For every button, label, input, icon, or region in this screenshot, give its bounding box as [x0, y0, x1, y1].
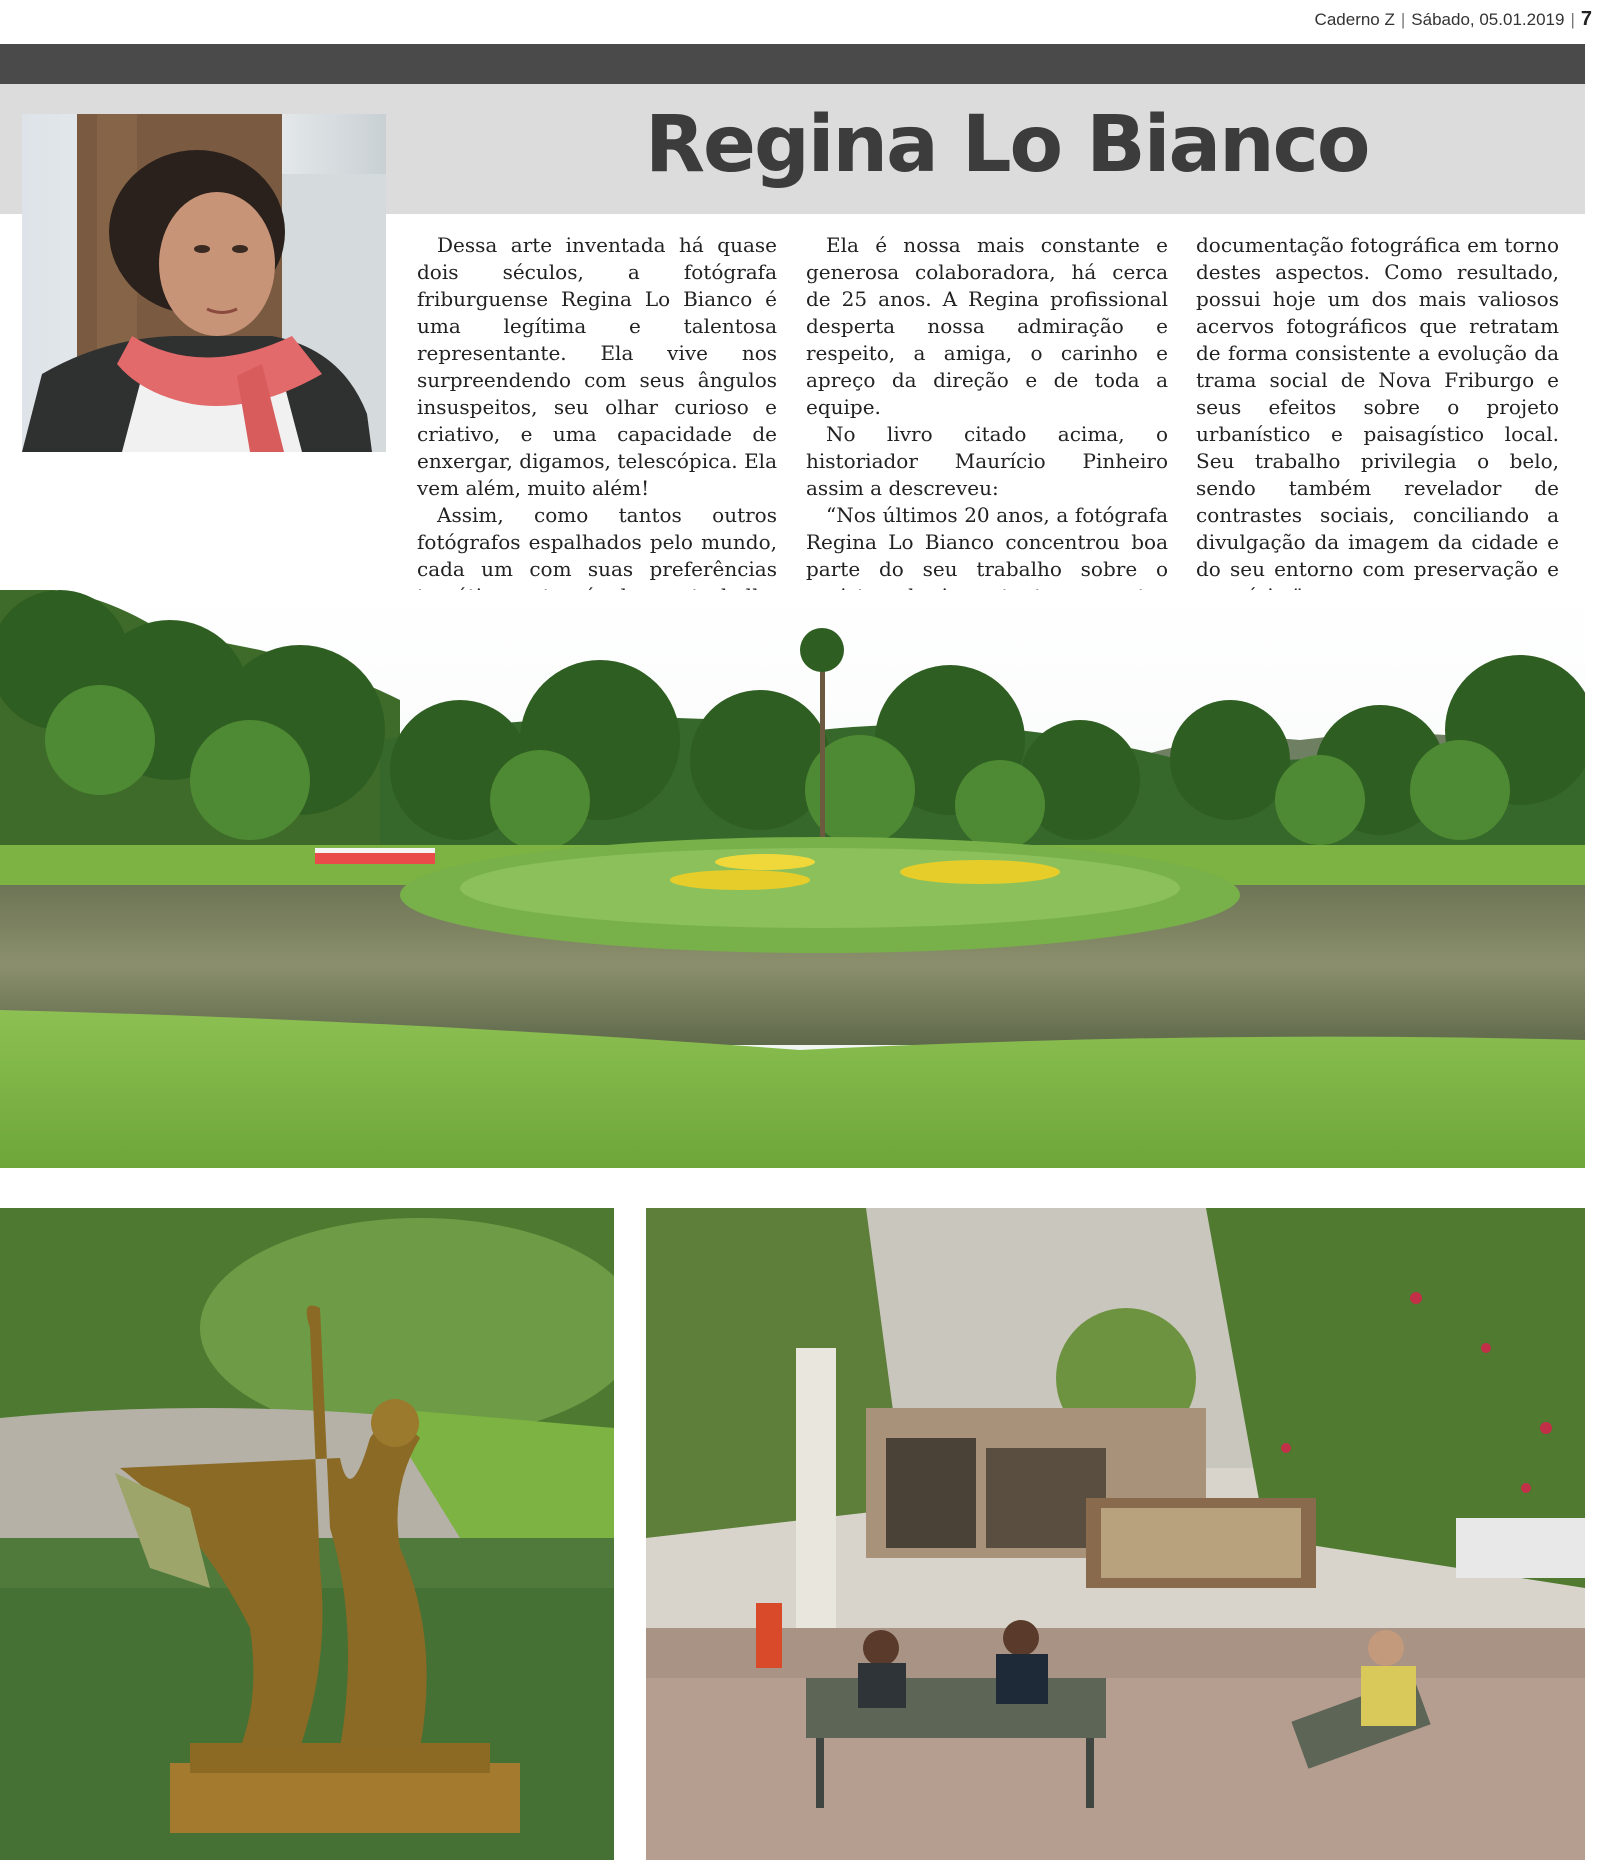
section-name: Caderno Z — [1314, 9, 1395, 29]
pedestrian-street-photo — [646, 1208, 1585, 1860]
article-title: Regina Lo Bianco — [645, 100, 1369, 190]
park-lake-photo — [0, 590, 1585, 1168]
portrait-photo — [22, 114, 386, 452]
paragraph: Dessa arte inventada há quase dois séculos, a fotógrafa friburguense Regina Lo Bianco é uma legítima e talentosa representante. Ela vive nos surpreendendo com seus ângulos insuspeitos, seu olhar curioso e criativo, e uma capacidade de enxergar, digamos, telescópica. Ela vem além, muito além! — [417, 233, 777, 500]
header-dark-bar — [0, 44, 1585, 84]
paragraph: Assim, como tantos outros fotógrafos espalhados pelo mundo, cada um com suas preferências — [417, 503, 777, 581]
page-header — [1315, 8, 1592, 31]
paragraph: No livro citado acima, o historiador Maurício Pinheiro assim a descreveu: — [806, 422, 1168, 500]
paragraph: Ela é nossa mais constante e generosa colaboradora, há cerca de 25 anos. A Regina profissional desperta nossa admiração e respeito, a amiga, o carinho e apreço da direção e de toda a equipe. — [806, 233, 1168, 419]
page-number: 7 — [1580, 8, 1592, 30]
header-separator: | — [1570, 9, 1575, 29]
quote-paragraph: “Nos últimos 20 anos, a fotógrafa Regina Lo Bianco concentrou boa parte do seu trabalho sobre o — [806, 503, 1168, 581]
header-separator: | — [1400, 9, 1406, 29]
swan-statue-fountain-photo — [0, 1208, 614, 1860]
issue-date: Sábado, 05.01.2019 — [1411, 9, 1565, 29]
quote-paragraph: documentação fotográfica em torno destes aspectos. Como resultado, possui hoje um dos mais valiosos acervos fotográficos que retratam de forma consistente a evolução da trama social de Nova Friburgo e seus efeitos sobre o projeto urbanístico e paisagístico local. Seu trabalho privilegia o belo, sendo também revelador de contrastes sociais, conciliando a divulgação da imagem da cidade e do seu entorno com preservação e — [1196, 233, 1559, 581]
